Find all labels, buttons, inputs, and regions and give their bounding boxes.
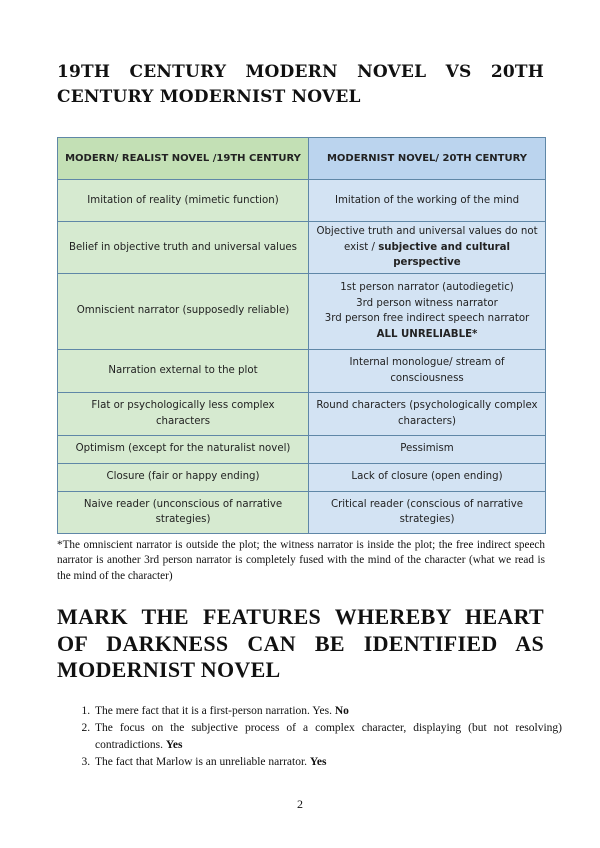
table-cell-modernist: Lack of closure (open ending): [309, 463, 546, 491]
table-cell-realist: Omniscient narrator (supposedly reliable): [58, 273, 309, 349]
question-text: The fact that Marlow is an unreliable narrator.: [95, 756, 310, 768]
footnote: *The omniscient narrator is outside the plot; the witness narrator is inside the plot; the free indirect speech narrator is another 3rd person narrator is completely fused with the mind of the character (what we read is the mind of the character): [57, 539, 545, 582]
table-header-row: [58, 138, 546, 180]
column-header-modernist: MODERNIST NOVEL/ 20TH CENTURY: [309, 138, 546, 180]
answer-text: Yes: [309, 756, 327, 768]
table-row: [58, 435, 546, 463]
cell-bold-text: subjective and cultural perspective: [378, 241, 510, 268]
page-number: 2: [297, 797, 303, 811]
cell-text: Imitation of the working of the mind: [334, 194, 520, 206]
column-header-realist: MODERN/ REALIST NOVEL /19TH CENTURY: [58, 138, 309, 180]
question-list: [75, 703, 562, 771]
answer-text: No: [334, 705, 349, 717]
cell-line: 1st person narrator (autodiegetic): [340, 282, 514, 293]
table-cell-realist: Optimism (except for the naturalist novel): [58, 435, 309, 463]
list-item: [93, 703, 562, 720]
table-row: [58, 349, 546, 392]
table-cell-realist: Flat or psychologically less complex characters: [58, 392, 309, 435]
table-cell-modernist: Critical reader (conscious of narrative strategies): [309, 491, 546, 533]
table-cell-modernist: Pessimism: [309, 435, 546, 463]
question-text: The mere fact that it is a first-person narration. Yes.: [95, 705, 335, 717]
cell-text: Objective truth and universal values do not exist /: [316, 226, 538, 253]
table-cell-realist: Closure (fair or happy ending): [58, 463, 309, 491]
table-cell-modernist: [309, 180, 546, 222]
table-cell-modernist: Round characters (psychologically complex characters): [309, 392, 546, 435]
table-cell-modernist: Internal monologue/ stream of consciousness: [309, 349, 546, 392]
cell-line: 3rd person free indirect speech narrator: [324, 313, 530, 324]
cell-line: 3rd person witness narrator: [356, 297, 498, 309]
comparison-table: [57, 137, 546, 534]
page-title: 19TH CENTURY MODERN NOVEL VS 20TH CENTURY MODERNIST NOVEL: [57, 62, 544, 107]
list-item: [93, 720, 562, 754]
answer-text: Yes: [165, 739, 183, 751]
table-cell-modernist: [309, 222, 546, 274]
table-row: [58, 180, 546, 222]
question-text: The focus on the subjective process of a complex character, displaying (but not resolving) contradictions.: [95, 722, 562, 751]
cell-bold-line: ALL UNRELIABLE*: [376, 328, 478, 340]
table-cell-realist: Narration external to the plot: [58, 349, 309, 392]
table-row: [58, 463, 546, 491]
table-row: [58, 392, 546, 435]
table-cell-realist: Imitation of reality (mimetic function): [58, 180, 309, 222]
list-item: [93, 754, 562, 771]
table-cell-realist: Naive reader (unconscious of narrative strategies): [58, 491, 309, 533]
table-row: [58, 491, 546, 533]
table-cell-modernist: [309, 273, 546, 349]
table-row: [58, 273, 546, 349]
table-row: [58, 222, 546, 274]
table-cell-realist: Belief in objective truth and universal values: [58, 222, 309, 274]
section-heading: MARK THE FEATURES WHEREBY HEART OF DARKNESS CAN BE IDENTIFIED AS MODERNIST NOVEL: [57, 604, 544, 682]
